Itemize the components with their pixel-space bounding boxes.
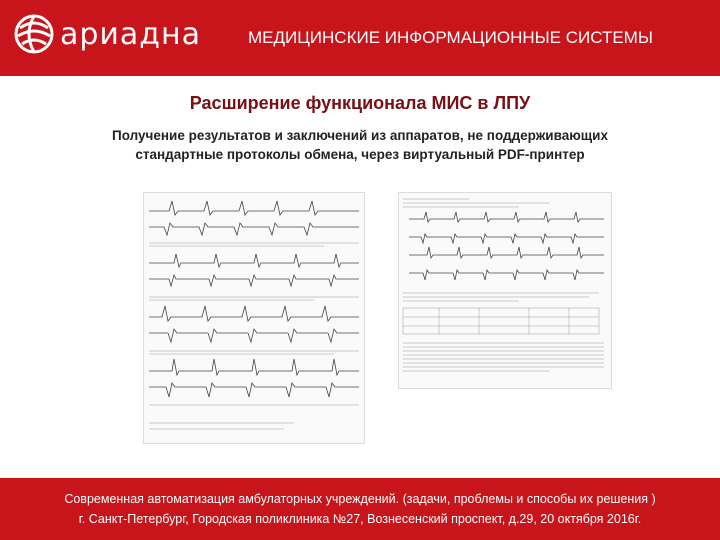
ecg-traces-right	[399, 193, 611, 388]
slide-title: Расширение функционала МИС в ЛПУ	[189, 93, 531, 113]
ecg-traces-left	[144, 193, 364, 443]
footer-line-1: Современная автоматизация амбулаторных учреждений. (задачи, проблемы и способы их решения )	[64, 492, 656, 506]
subtitle-line-1: Получение результатов и заключений из аппаратов, не поддерживающих	[112, 128, 608, 143]
footer-bar	[0, 478, 720, 540]
globe-logo-icon	[14, 14, 54, 54]
slide-subtitle	[40, 126, 680, 164]
subtitle-line-2: стандартные протоколы обмена, через виртуальный PDF-принтер	[135, 147, 585, 162]
brand-name: ариадна	[60, 16, 202, 52]
brand-logo	[14, 14, 201, 54]
footer-line-2: г. Санкт-Петербург, Городская поликлиника №27, Вознесенский проспект, д.29, 20 октября 2016г.	[78, 512, 642, 526]
ecg-printout-left	[143, 192, 365, 444]
header-bar	[0, 0, 720, 76]
header-title: МЕДИЦИНСКИЕ ИНФОРМАЦИОННЫЕ СИСТЕМЫ	[248, 28, 653, 47]
ecg-report-right	[398, 192, 612, 389]
